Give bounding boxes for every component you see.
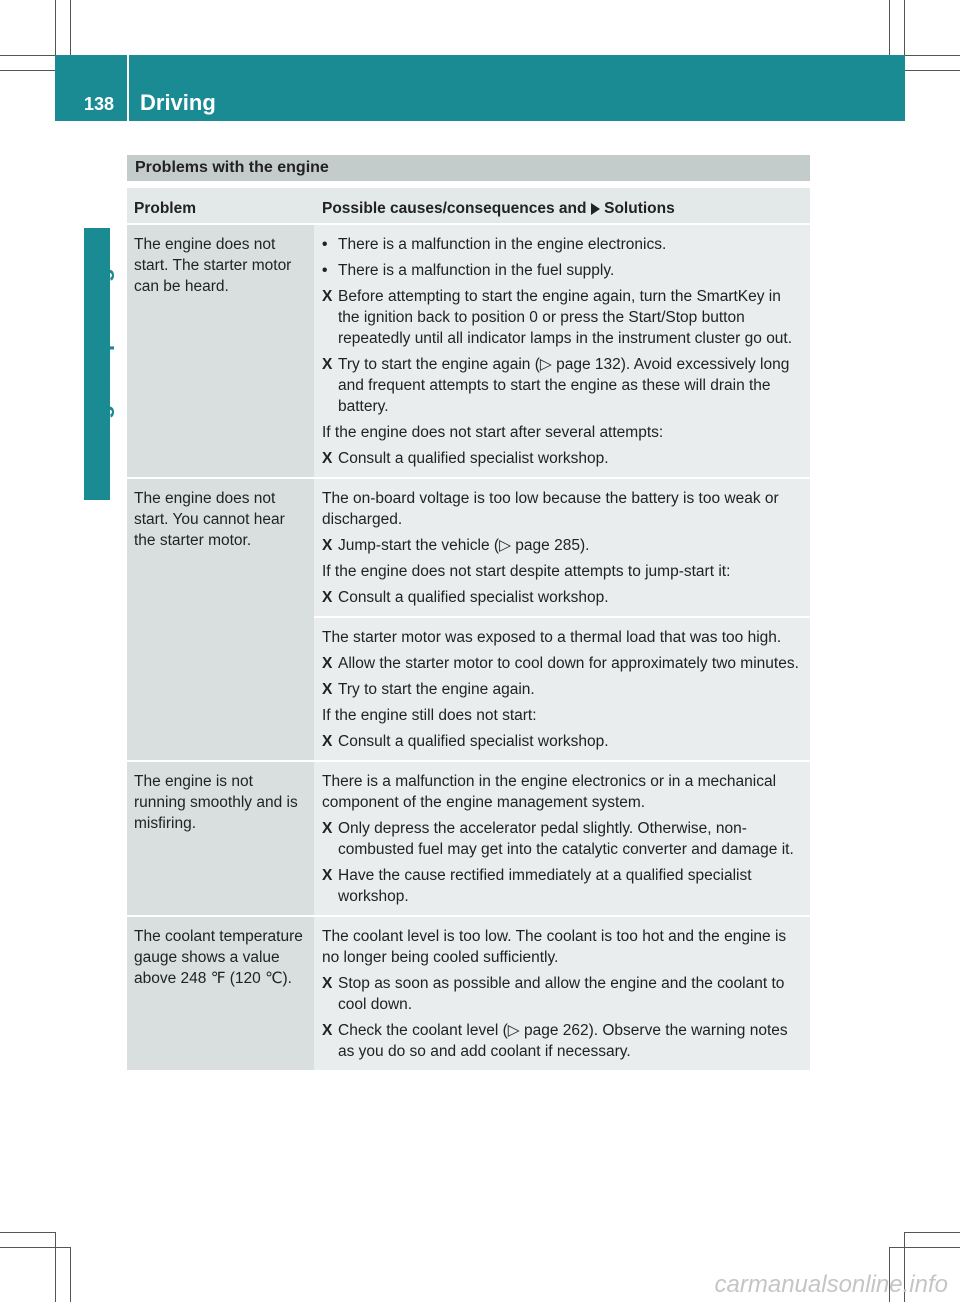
crop-mark	[0, 70, 55, 71]
table-row	[127, 917, 810, 1072]
crop-mark	[70, 1247, 71, 1302]
solution-block	[314, 479, 810, 618]
bullet-icon: •	[322, 262, 328, 279]
action-step	[322, 818, 803, 860]
watermark: carmanualsonline.info	[714, 1271, 948, 1298]
action-step	[322, 286, 803, 349]
step-marker-icon: X	[322, 450, 333, 467]
crop-mark	[905, 1232, 960, 1233]
crop-mark	[905, 70, 960, 71]
section-title: Driving	[140, 90, 216, 115]
crop-mark	[0, 1247, 70, 1248]
cause-text: The starter motor was exposed to a thermal load that was too high.	[322, 629, 782, 646]
problem-cell: The engine does not start. The starter motor can be heard.	[127, 225, 314, 477]
crop-mark	[889, 1247, 960, 1248]
step-text: Consult a qualified specialist workshop.	[338, 589, 609, 606]
action-step	[322, 653, 803, 674]
solution-block	[314, 917, 810, 1070]
cause-text: The on-board voltage is too low because the battery is too weak or discharged.	[322, 490, 779, 528]
table-title: Problems with the engine	[127, 155, 810, 181]
step-text: There is a malfunction in the fuel supply.	[338, 262, 615, 279]
step-marker-icon: X	[322, 655, 333, 672]
bullet-icon: •	[322, 236, 328, 253]
table-row	[127, 225, 810, 479]
cause-text: If the engine does not start despite attempts to jump-start it:	[322, 563, 731, 580]
cause-text: If the engine still does not start:	[322, 707, 537, 724]
step-marker-icon: X	[322, 681, 333, 698]
step-text: There is a malfunction in the engine electronics.	[338, 236, 667, 253]
bullet-item	[322, 234, 803, 255]
step-text: Have the cause rectified immediately at a qualified specialist workshop.	[338, 867, 752, 905]
page-number: 138	[84, 94, 115, 114]
problem-cell: The coolant temperature gauge shows a value above 248 ℉ (120 ℃).	[127, 917, 314, 1070]
solution-block	[314, 225, 810, 477]
crop-mark	[55, 1232, 56, 1302]
table-body	[127, 225, 810, 1072]
bullet-item	[322, 260, 803, 281]
step-marker-icon: X	[322, 1022, 333, 1039]
step-text: Try to start the engine again.	[338, 681, 535, 698]
action-step	[322, 865, 803, 907]
step-text: Stop as soon as possible and allow the engine and the coolant to cool down.	[338, 975, 785, 1013]
table-row	[127, 479, 810, 762]
column-header-solutions	[314, 188, 810, 223]
action-step	[322, 679, 803, 700]
table-header-row	[127, 188, 810, 225]
troubleshooting-table	[127, 188, 810, 1072]
crop-mark	[889, 0, 890, 55]
problem-cell: The engine is not running smoothly and is misfiring.	[127, 762, 314, 915]
solutions-cell	[314, 479, 810, 760]
step-marker-icon: X	[322, 733, 333, 750]
step-marker-icon: X	[322, 820, 333, 837]
step-text: Allow the starter motor to cool down for approximately two minutes.	[338, 655, 799, 672]
step-text: Only depress the accelerator pedal slightly. Otherwise, non-combusted fuel may get into the catalytic converter and damage it.	[338, 820, 794, 858]
crop-mark	[70, 0, 71, 55]
solutions-cell	[314, 225, 810, 477]
step-marker-icon: X	[322, 288, 333, 305]
solution-block	[314, 762, 810, 915]
step-marker-icon: X	[322, 975, 333, 992]
step-text: Consult a qualified specialist workshop.	[338, 733, 609, 750]
cause-text: There is a malfunction in the engine electronics or in a mechanical component of the engine management system.	[322, 773, 777, 811]
step-text: Check the coolant level (▷ page 262). Observe the warning notes as you do so and add coolant if necessary.	[338, 1022, 788, 1060]
solutions-cell	[314, 762, 810, 915]
solutions-cell	[314, 917, 810, 1070]
step-marker-icon: X	[322, 589, 333, 606]
action-step	[322, 448, 803, 469]
column-header-problem: Problem	[127, 188, 314, 223]
step-text: Try to start the engine again (▷ page 132). Avoid excessively long and frequent attempts to start the engine as these will drain the battery.	[338, 356, 790, 415]
action-step	[322, 354, 803, 417]
chapter-tab-label: Driving and parking	[88, 268, 114, 484]
step-text: Before attempting to start the engine again, turn the SmartKey in the ignition back to position 0 or press the Start/Stop button repeatedly until all indicator lamps in the instrument cluster go out.	[338, 288, 793, 347]
step-text: Consult a qualified specialist workshop.	[338, 450, 609, 467]
column-header-solutions-suffix: Solutions	[604, 200, 675, 217]
action-step	[322, 1020, 803, 1062]
action-step	[322, 973, 803, 1015]
step-marker-icon: X	[322, 356, 333, 373]
problem-cell: The engine does not start. You cannot hear the starter motor.	[127, 479, 314, 760]
solution-block	[314, 618, 810, 760]
action-step	[322, 535, 803, 556]
table-row	[127, 762, 810, 917]
crop-mark	[0, 1232, 55, 1233]
cause-text: If the engine does not start after several attempts:	[322, 424, 664, 441]
arrow-right-icon	[591, 203, 600, 215]
cause-text: The coolant level is too low. The coolant is too hot and the engine is no longer being cooled sufficiently.	[322, 928, 787, 966]
column-header-solutions-prefix: Possible causes/consequences and	[322, 200, 587, 217]
action-step	[322, 731, 803, 752]
header-divider	[127, 55, 129, 121]
step-text: Jump-start the vehicle (▷ page 285).	[338, 537, 590, 554]
action-step	[322, 587, 803, 608]
step-marker-icon: X	[322, 537, 333, 554]
step-marker-icon: X	[322, 867, 333, 884]
